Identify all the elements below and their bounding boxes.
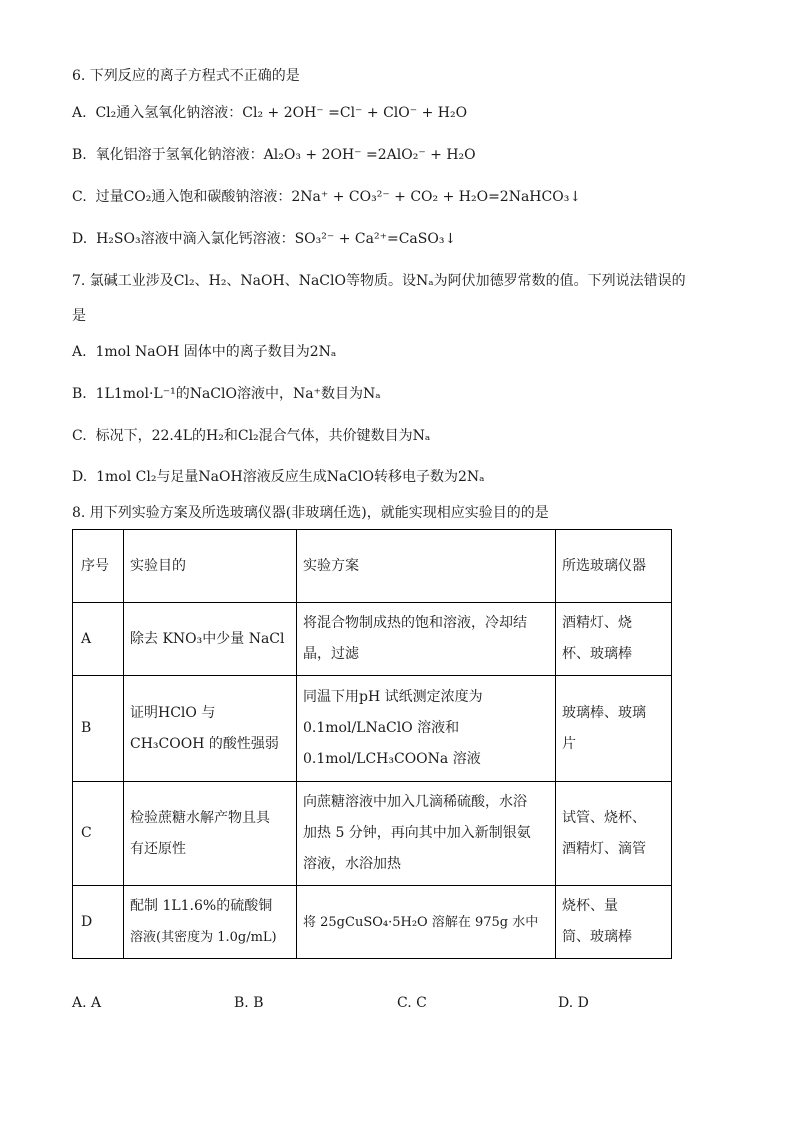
q7-option-a-text: 1mol NaOH 固体中的离子数目为2Nₐ [95, 344, 337, 360]
row-purpose: 配制 1L1.6%的硫酸铜 溶液(其密度为 1.0g/mL) [124, 886, 297, 959]
row-plan: 同温下用pH 试纸测定浓度为 0.1mol/LNaClO 溶液和 0.1mol/LCH₃COONa 溶液 [297, 676, 556, 782]
q6-option-b: B. 氧化铝溶于氢氧化钠溶液：Al₂O₃ + 2OH⁻ =2AlO₂⁻ + H₂O [72, 147, 476, 163]
q6-option-a: A. Cl₂通入氢氧化钠溶液：Cl₂ + 2OH⁻ =Cl⁻ + ClO⁻ + H₂O [72, 105, 468, 121]
row-glassware: 酒精灯、烧 杯、玻璃棒 [556, 603, 672, 676]
q7-option-c: C. 标况下，22.4L的H₂和Cl₂混合气体，共价键数目为Nₐ [72, 428, 431, 444]
q7-stem-line2: 是 [72, 308, 86, 324]
answer-a: A. A [72, 995, 102, 1011]
row-purpose: 证明HClO 与 CH₃COOH 的酸性强弱 [124, 676, 297, 782]
table-row [73, 676, 672, 782]
header-glassware: 所选玻璃仪器 [556, 530, 672, 603]
q7-option-b: B. 1L1mol·L⁻¹的NaClO溶液中，Na⁺数目为Nₐ [72, 386, 381, 402]
row-plan: 向蔗糖溶液中加入几滴稀硫酸，水浴 加热 5 分钟，再向其中加入新制银氨 溶液，水浴加热 [297, 782, 556, 886]
row-glassware: 玻璃棒、玻璃 片 [556, 676, 672, 782]
row-purpose: 检验蔗糖水解产物且具 有还原性 [124, 782, 297, 886]
q6-option-c-text: 过量CO₂通入饱和碳酸钠溶液：2Na⁺ + CO₃²⁻ + CO₂ + H₂O=2NaHCO₃↓ [95, 189, 582, 205]
table-row [73, 886, 672, 959]
answer-d: D. D [558, 995, 589, 1011]
answer-c: C. C [397, 995, 427, 1011]
row-id: D [73, 886, 124, 959]
q7-option-d: D. 1mol Cl₂与足量NaOH溶液反应生成NaClO转移电子数为2Nₐ [72, 469, 485, 485]
header-id: 序号 [73, 530, 124, 603]
q6-option-d-text: H₂SO₃溶液中滴入氯化钙溶液：SO₃²⁻ + Ca²⁺=CaSO₃↓ [96, 231, 457, 247]
table-header-row [73, 530, 672, 603]
row-id: C [73, 782, 124, 886]
row-id: B [73, 676, 124, 782]
answer-b: B. B [234, 995, 264, 1011]
row-plan: 将混合物制成热的饱和溶液，冷却结 晶，过滤 [297, 603, 556, 676]
row-purpose: 除去 KNO₃中少量 NaCl [124, 603, 297, 676]
q6-option-a-text: Cl₂通入氢氧化钠溶液：Cl₂ + 2OH⁻ =Cl⁻ + ClO⁻ + H₂O [95, 105, 468, 121]
q6-stem: 6. 下列反应的离子方程式不正确的是 [72, 68, 300, 84]
row-plan: 将 25gCuSO₄·5H₂O 溶解在 975g 水中 [297, 886, 556, 959]
q7-option-b-text: 1L1mol·L⁻¹的NaClO溶液中，Na⁺数目为Nₐ [95, 386, 381, 402]
q6-option-b-text: 氧化铝溶于氢氧化钠溶液：Al₂O₃ + 2OH⁻ =2AlO₂⁻ + H₂O [95, 147, 476, 163]
q7-stem-line1: 7. 氯碱工业涉及Cl₂、H₂、NaOH、NaClO等物质。设Nₐ为阿伏加德罗常数的值。下列说法错误的 [72, 273, 686, 289]
row-id: A [73, 603, 124, 676]
row-glassware: 试管、烧杯、 酒精灯、滴管 [556, 782, 672, 886]
table-row [73, 603, 672, 676]
table-row [73, 782, 672, 886]
q6-option-c: C. 过量CO₂通入饱和碳酸钠溶液：2Na⁺ + CO₃²⁻ + CO₂ + H₂O=2NaHCO₃↓ [72, 189, 582, 205]
q6-option-d: D. H₂SO₃溶液中滴入氯化钙溶液：SO₃²⁻ + Ca²⁺=CaSO₃↓ [72, 231, 457, 247]
header-purpose: 实验目的 [124, 530, 297, 603]
header-plan: 实验方案 [297, 530, 556, 603]
experiment-table [72, 529, 672, 959]
q8-stem: 8. 用下列实验方案及所选玻璃仪器(非玻璃任选)，就能实现相应实验目的的是 [72, 505, 549, 521]
row-glassware: 烧杯、量 筒、玻璃棒 [556, 886, 672, 959]
q7-option-d-text: 1mol Cl₂与足量NaOH溶液反应生成NaClO转移电子数为2Nₐ [96, 469, 485, 485]
q7-option-a: A. 1mol NaOH 固体中的离子数目为2Nₐ [72, 344, 337, 360]
q7-option-c-text: 标况下，22.4L的H₂和Cl₂混合气体，共价键数目为Nₐ [95, 428, 431, 444]
